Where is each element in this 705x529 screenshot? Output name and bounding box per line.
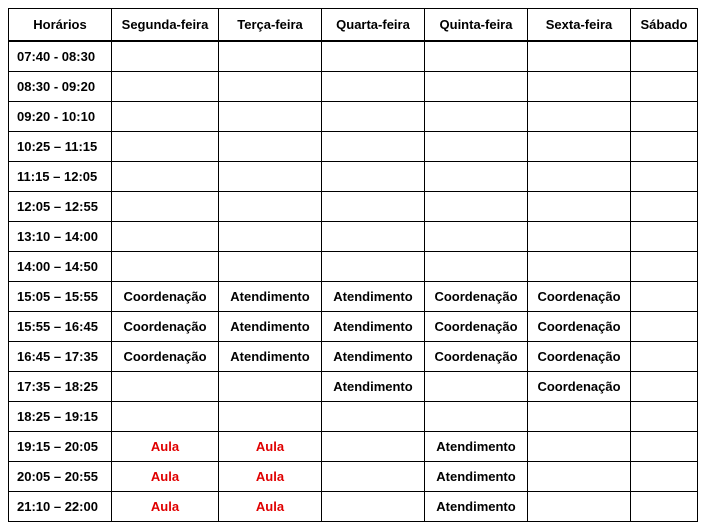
- time-slot: 17:35 – 18:25: [9, 372, 112, 402]
- schedule-cell: Atendimento: [219, 312, 322, 342]
- schedule-cell: [322, 162, 425, 192]
- table-row: [9, 432, 698, 462]
- schedule-cell: [631, 192, 698, 222]
- schedule-cell: [322, 41, 425, 72]
- schedule-cell: [528, 162, 631, 192]
- schedule-cell: [528, 132, 631, 162]
- schedule-cell: [112, 162, 219, 192]
- schedule-cell: [631, 102, 698, 132]
- time-slot: 09:20 - 10:10: [9, 102, 112, 132]
- schedule-cell: Coordenação: [425, 312, 528, 342]
- time-slot: 20:05 – 20:55: [9, 462, 112, 492]
- table-row: [9, 162, 698, 192]
- schedule-cell: [631, 41, 698, 72]
- schedule-cell: [631, 252, 698, 282]
- schedule-cell: Coordenação: [425, 342, 528, 372]
- schedule-cell: Coordenação: [425, 282, 528, 312]
- time-slot: 15:55 – 16:45: [9, 312, 112, 342]
- schedule-cell: [631, 492, 698, 522]
- schedule-cell: [322, 72, 425, 102]
- table-row: [9, 72, 698, 102]
- schedule-cell: [219, 41, 322, 72]
- schedule-cell: Coordenação: [112, 282, 219, 312]
- schedule-cell: [219, 222, 322, 252]
- schedule-cell: [631, 162, 698, 192]
- schedule-cell: [322, 192, 425, 222]
- header-row: [9, 9, 698, 42]
- schedule-cell: [631, 132, 698, 162]
- time-slot: 13:10 – 14:00: [9, 222, 112, 252]
- schedule-cell: [112, 41, 219, 72]
- schedule-cell: Atendimento: [322, 312, 425, 342]
- schedule-cell: [425, 252, 528, 282]
- schedule-cell: [322, 462, 425, 492]
- time-slot: 14:00 – 14:50: [9, 252, 112, 282]
- schedule-cell: Aula: [112, 432, 219, 462]
- schedule-cell: [219, 72, 322, 102]
- table-row: [9, 222, 698, 252]
- schedule-cell: [219, 132, 322, 162]
- schedule-cell: Atendimento: [322, 372, 425, 402]
- schedule-cell: [631, 372, 698, 402]
- table-row: [9, 462, 698, 492]
- schedule-cell: [322, 432, 425, 462]
- schedule-cell: [219, 162, 322, 192]
- header-terca: Terça-feira: [219, 9, 322, 42]
- schedule-cell: [631, 282, 698, 312]
- schedule-cell: [425, 41, 528, 72]
- schedule-cell: [219, 102, 322, 132]
- schedule-cell: [631, 462, 698, 492]
- table-row: [9, 402, 698, 432]
- schedule-cell: [528, 432, 631, 462]
- schedule-cell: [528, 192, 631, 222]
- schedule-cell: Coordenação: [528, 342, 631, 372]
- schedule-cell: [425, 102, 528, 132]
- table-row: [9, 492, 698, 522]
- schedule-cell: [322, 102, 425, 132]
- schedule-cell: [425, 372, 528, 402]
- schedule-cell: Aula: [219, 462, 322, 492]
- schedule-cell: [219, 252, 322, 282]
- schedule-cell: Aula: [112, 462, 219, 492]
- schedule-cell: Atendimento: [219, 342, 322, 372]
- time-slot: 16:45 – 17:35: [9, 342, 112, 372]
- table-row: [9, 41, 698, 72]
- schedule-cell: Aula: [112, 492, 219, 522]
- schedule-cell: Coordenação: [528, 372, 631, 402]
- schedule-cell: Atendimento: [322, 342, 425, 372]
- table-row: [9, 102, 698, 132]
- time-slot: 08:30 - 09:20: [9, 72, 112, 102]
- time-slot: 19:15 – 20:05: [9, 432, 112, 462]
- schedule-cell: [425, 222, 528, 252]
- time-slot: 07:40 - 08:30: [9, 41, 112, 72]
- schedule-cell: Coordenação: [528, 282, 631, 312]
- schedule-cell: Atendimento: [425, 432, 528, 462]
- schedule-cell: [425, 132, 528, 162]
- schedule-cell: [528, 492, 631, 522]
- time-slot: 11:15 – 12:05: [9, 162, 112, 192]
- table-row: [9, 192, 698, 222]
- schedule-body: [9, 41, 698, 522]
- time-slot: 18:25 – 19:15: [9, 402, 112, 432]
- schedule-cell: [528, 72, 631, 102]
- schedule-cell: [112, 192, 219, 222]
- schedule-cell: [425, 402, 528, 432]
- schedule-cell: [112, 102, 219, 132]
- schedule-cell: Atendimento: [322, 282, 425, 312]
- header-quinta: Quinta-feira: [425, 9, 528, 42]
- table-row: [9, 132, 698, 162]
- schedule-cell: Coordenação: [112, 342, 219, 372]
- schedule-cell: [112, 222, 219, 252]
- schedule-cell: [631, 72, 698, 102]
- schedule-cell: [322, 492, 425, 522]
- schedule-cell: [322, 402, 425, 432]
- schedule-cell: [112, 402, 219, 432]
- header-sabado: Sábado: [631, 9, 698, 42]
- schedule-cell: Aula: [219, 432, 322, 462]
- schedule-cell: [219, 372, 322, 402]
- schedule-cell: [528, 462, 631, 492]
- schedule-cell: [631, 432, 698, 462]
- schedule-cell: [631, 222, 698, 252]
- time-slot: 15:05 – 15:55: [9, 282, 112, 312]
- table-row: [9, 372, 698, 402]
- schedule-cell: [528, 252, 631, 282]
- schedule-cell: [425, 72, 528, 102]
- header-quarta: Quarta-feira: [322, 9, 425, 42]
- table-row: [9, 312, 698, 342]
- schedule-cell: [528, 222, 631, 252]
- schedule-cell: Atendimento: [425, 462, 528, 492]
- header-horarios: Horários: [9, 9, 112, 42]
- table-row: [9, 342, 698, 372]
- schedule-cell: [112, 252, 219, 282]
- schedule-cell: [112, 72, 219, 102]
- schedule-cell: [528, 41, 631, 72]
- schedule-cell: [219, 402, 322, 432]
- schedule-cell: Coordenação: [112, 312, 219, 342]
- schedule-cell: Aula: [219, 492, 322, 522]
- schedule-cell: [219, 192, 322, 222]
- schedule-cell: [631, 312, 698, 342]
- schedule-cell: [322, 222, 425, 252]
- schedule-cell: Atendimento: [425, 492, 528, 522]
- schedule-cell: [322, 252, 425, 282]
- schedule-cell: [631, 342, 698, 372]
- time-slot: 12:05 – 12:55: [9, 192, 112, 222]
- time-slot: 21:10 – 22:00: [9, 492, 112, 522]
- schedule-cell: Coordenação: [528, 312, 631, 342]
- schedule-cell: [112, 372, 219, 402]
- schedule-cell: [112, 132, 219, 162]
- schedule-cell: Atendimento: [219, 282, 322, 312]
- time-slot: 10:25 – 11:15: [9, 132, 112, 162]
- header-sexta: Sexta-feira: [528, 9, 631, 42]
- schedule-cell: [528, 102, 631, 132]
- table-row: [9, 282, 698, 312]
- schedule-cell: [425, 192, 528, 222]
- schedule-cell: [425, 162, 528, 192]
- schedule-cell: [631, 402, 698, 432]
- schedule-table: [8, 8, 698, 522]
- table-row: [9, 252, 698, 282]
- schedule-cell: [322, 132, 425, 162]
- schedule-cell: [528, 402, 631, 432]
- header-segunda: Segunda-feira: [112, 9, 219, 42]
